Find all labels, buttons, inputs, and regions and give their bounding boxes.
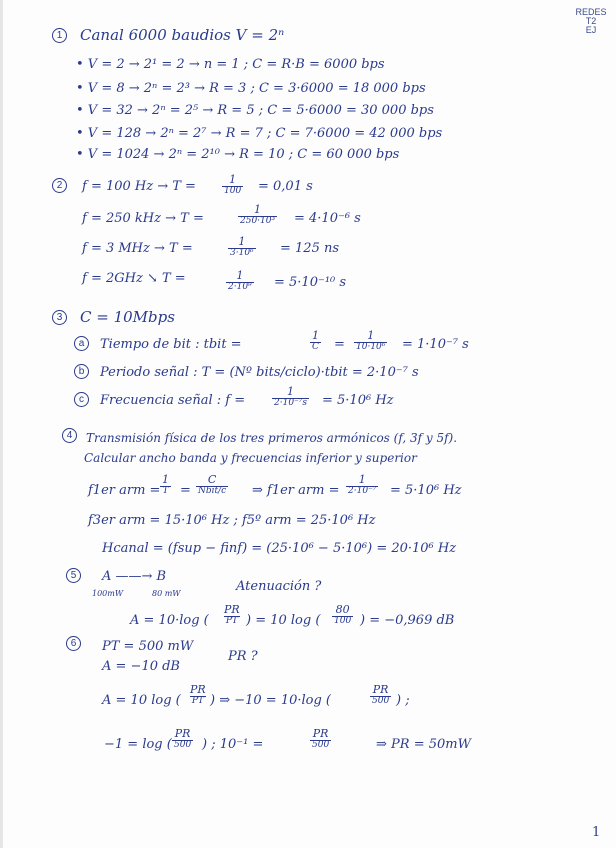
section-6-value-fraction: PR 500 [372, 683, 390, 706]
section-3a-fraction-2: 1 10·10⁶ [356, 329, 386, 352]
section-6-log-fraction: PR 500 [174, 727, 192, 750]
section-5-power-a: 100mW [92, 589, 124, 598]
section-3-number: 3 [52, 310, 67, 325]
section-1-row: • V = 32 → 2ⁿ = 2⁵ → R = 5 ; C = 5·6000 = 30 000 bps [76, 103, 434, 118]
section-1-number: 1 [52, 28, 67, 43]
section-3c-label: c [74, 392, 89, 407]
section-2-row4-result: = 5·10⁻¹⁰ s [274, 275, 347, 290]
section-2-row1-fraction: 1 100 [224, 173, 242, 196]
section-2-row4-lhs: f = 2GHz ↘ T = [82, 271, 186, 286]
section-6-final-result: ⇒ PR = 50mW [376, 737, 471, 752]
section-6-equation-lhs: A = 10 log ( [102, 693, 181, 708]
section-1-row: • V = 128 → 2ⁿ = 2⁷ → R = 7 ; C = 7·6000 = 42 000 bps [76, 126, 443, 141]
section-2-row1-result: = 0,01 s [258, 179, 313, 194]
section-2-row3-fraction: 1 3·10⁶ [230, 235, 254, 258]
section-2-row3-result: = 125 ns [280, 241, 340, 256]
section-4-capacity-fraction: C Nbit/c [198, 473, 227, 496]
section-6-ratio-fraction: PR PT [190, 683, 206, 706]
section-4-statement: Transmisión física de los tres primeros armónicos (f, 3f y 5f). [86, 431, 458, 445]
section-1-row: • V = 2 → 2¹ = 2 → n = 1 ; C = R·B = 6000 bps [76, 57, 385, 72]
header-subject: REDES [575, 7, 607, 17]
section-5-number: 5 [66, 568, 81, 583]
section-5-flow: A ——→ B [102, 569, 167, 584]
section-6-power-fraction: PR 500 [312, 727, 330, 750]
section-4-implies: ⇒ f1er arm = [252, 483, 340, 498]
section-1-title: Canal 6000 baudios V = 2ⁿ [80, 26, 285, 44]
section-6-transmitted-power: PT = 500 mW [102, 639, 194, 654]
section-4-bandwidth: Hcanal = (fsup − finf) = (25·10⁶ − 5·10⁶) = 20·10⁶ Hz [102, 541, 457, 556]
section-3a-fraction-1: 1 C [312, 329, 319, 352]
section-5-value-fraction: 80 100 [334, 603, 352, 626]
section-6-attenuation: A = −10 dB [102, 659, 180, 674]
section-3a-text: Tiempo de bit : tbit = [100, 337, 242, 352]
section-3b-text: Periodo señal : T = (Nº bits/ciclo)·tbit = 2·10⁻⁷ s [100, 365, 419, 380]
section-2-row3-lhs: f = 3 MHz → T = [82, 241, 193, 256]
section-3-title: C = 10Mbps [80, 308, 175, 326]
section-6-log-lhs: −1 = log ( [104, 737, 172, 752]
section-3a-label: a [74, 336, 89, 351]
header-topic: T2 [585, 16, 597, 26]
section-4-equals: = [180, 483, 191, 498]
section-3a-equals: = [334, 337, 345, 352]
section-5-question: Atenuación ? [236, 579, 322, 594]
section-6-log-mid: ) ; 10⁻¹ = [202, 737, 264, 752]
section-3c-text: Frecuencia señal : f = [100, 393, 246, 408]
section-5-attenuation-lhs: A = 10·log ( [130, 613, 209, 628]
section-4-first-harmonic-result: = 5·10⁶ Hz [390, 483, 462, 498]
page-edge-shadow [0, 0, 3, 848]
section-1-row: • V = 1024 → 2ⁿ = 2¹⁰ → R = 10 ; C = 60 000 bps [76, 147, 400, 162]
section-5-attenuation-result: ) = −0,969 dB [360, 613, 455, 628]
section-4-harmonics: f3er arm = 15·10⁶ Hz ; f5º arm = 25·10⁶ Hz [88, 513, 376, 528]
section-6-question: PR ? [228, 649, 258, 664]
section-4-number: 4 [62, 428, 77, 443]
section-6-number: 6 [66, 636, 81, 651]
section-5-ratio-fraction: PR PT [224, 603, 240, 626]
header-tag [573, 8, 609, 35]
section-4-question: Calcular ancho banda y frecuencias inferior y superior [84, 451, 417, 465]
section-3a-result: = 1·10⁻⁷ s [402, 337, 469, 352]
section-3c-fraction: 1 2·10⁻⁷s [274, 385, 308, 408]
section-5-attenuation-mid: ) = 10 log ( [246, 613, 321, 628]
section-4-result-fraction: 1 2·10⁻⁷ [348, 473, 377, 496]
section-4-period-fraction: 1 T [162, 473, 169, 496]
section-6-equation-end: ) ; [396, 693, 410, 708]
section-3c-result: = 5·10⁶ Hz [322, 393, 394, 408]
section-2-row1-lhs: f = 100 Hz → T = [82, 179, 196, 194]
section-5-power-b: 80 mW [152, 589, 181, 598]
section-4-first-harmonic-lhs: f1er arm = [88, 483, 161, 498]
section-6-equation-mid: ) ⇒ −10 = 10·log ( [210, 693, 332, 708]
header-exercises: EJ [585, 25, 597, 35]
section-2-row2-lhs: f = 250 kHz → T = [82, 211, 204, 226]
section-2-row2-result: = 4·10⁻⁶ s [294, 211, 361, 226]
section-2-number: 2 [52, 178, 67, 193]
section-3b-label: b [74, 364, 89, 379]
section-1-row: • V = 8 → 2ⁿ = 2³ → R = 3 ; C = 3·6000 = 18 000 bps [76, 81, 426, 96]
section-2-row2-fraction: 1 250·10³ [240, 203, 276, 226]
section-2-row4-fraction: 1 2·10⁹ [228, 269, 252, 292]
page-number: 1 [592, 825, 601, 840]
